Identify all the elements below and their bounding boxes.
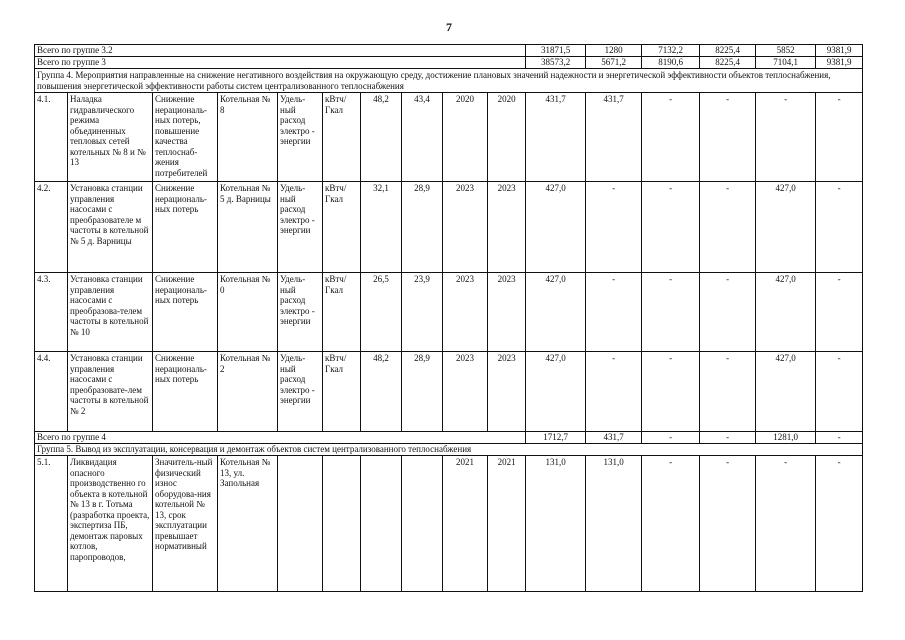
cost-year: 431,7 [586,93,642,182]
value-after: 28,9 [402,352,443,432]
table-row [35,352,863,432]
measure-goal: Снижение нерациональ-ных потерь [153,182,218,273]
total-row-group-4 [35,432,863,444]
value-after: 23,9 [402,273,443,352]
value-before [361,456,402,592]
total-label: Всего по группе 3 [35,57,526,69]
indicator-name: Удель-ный расход электро - энергии [278,352,323,432]
row-number: 5.1. [35,456,68,592]
total-row-group-3-2 [35,45,863,57]
cost-year: - [700,352,756,432]
year-start: 2020 [443,93,488,182]
cost-year: 427,0 [756,273,816,352]
cost-year: - [642,182,700,273]
group-header-row [35,444,863,456]
unit: кВтч/ Гкал [323,273,361,352]
cost-year: - [642,456,700,592]
cost-year: - [642,273,700,352]
total-value: 431,7 [586,432,642,444]
table-row [35,456,863,592]
total-value: 5852 [756,45,816,57]
total-row-group-3 [35,57,863,69]
total-value: 8225,4 [700,57,756,69]
total-value: 1712,7 [526,432,586,444]
group-header-row [35,69,863,93]
cost-year: - [700,182,756,273]
unit [323,456,361,592]
year-start: 2023 [443,352,488,432]
cost-year: - [700,93,756,182]
value-before: 48,2 [361,352,402,432]
total-label: Всего по группе 3.2 [35,45,526,57]
group-4-title: Группа 4. Мероприятия направленные на снижение негативного воздействия на окружающую среду, достижение плановых значений надежности и энергетической эффективности объектов теплоснабжения, повышения энергетической эффективности работы систем централизованного теплоснабжения [35,69,863,93]
table-row [35,273,863,352]
cost-total: 427,0 [526,273,586,352]
cost-year: - [816,182,863,273]
cost-year: - [700,273,756,352]
cost-year: - [642,93,700,182]
object-name: Котельная № 0 [218,273,278,352]
year-end: 2020 [488,93,526,182]
value-after: 28,9 [402,182,443,273]
object-name: Котельная № 13, ул. Запольная [218,456,278,592]
row-number: 4.3. [35,273,68,352]
cost-total: 427,0 [526,352,586,432]
total-value: 7104,1 [756,57,816,69]
unit: кВтч/ Гкал [323,352,361,432]
cost-total: 427,0 [526,182,586,273]
cost-year: 131,0 [586,456,642,592]
cost-year: - [816,93,863,182]
value-before: 26,5 [361,273,402,352]
object-name: Котельная № 2 [218,352,278,432]
indicator-name [278,456,323,592]
object-name: Котельная № 5 д. Варницы [218,182,278,273]
value-after: 43,4 [402,93,443,182]
indicator-name: Удель-ный расход электро - энергии [278,93,323,182]
cost-year: 427,0 [756,352,816,432]
year-end: 2021 [488,456,526,592]
cost-year: - [586,182,642,273]
year-start: 2023 [443,182,488,273]
unit: кВтч/ Гкал [323,182,361,273]
cost-year: - [586,352,642,432]
year-end: 2023 [488,352,526,432]
year-end: 2023 [488,273,526,352]
object-name: Котельная № 8 [218,93,278,182]
cost-total: 131,0 [526,456,586,592]
cost-year: - [700,456,756,592]
unit: кВтч/ Гкал [323,93,361,182]
value-before: 48,2 [361,93,402,182]
row-number: 4.4. [35,352,68,432]
measure-name: Наладка гидравлического режима объединенных тепловых сетей котельных № 8 и № 13 [68,93,153,182]
cost-year: - [756,93,816,182]
indicator-name: Удель-ный расход электро - энергии [278,182,323,273]
cost-year: - [586,273,642,352]
indicator-name: Удель-ный расход электро - энергии [278,273,323,352]
total-value: 7132,2 [642,45,700,57]
total-value: - [642,432,700,444]
measure-name: Ликвидация опасного производственно го объекта в котельной № 13 в г. Тотьма (разработка проекта, экспертиза ПБ, демонтаж паровых котлов, паропроводов, [68,456,153,592]
table-row [35,182,863,273]
total-value: 1280 [586,45,642,57]
total-value: 8225,4 [700,45,756,57]
total-value: 5671,2 [586,57,642,69]
measure-name: Установка станции управления насосами с преобразова-телем частоты в котельной № 10 [68,273,153,352]
cost-year: - [756,456,816,592]
year-start: 2023 [443,273,488,352]
cost-year: 427,0 [756,182,816,273]
cost-year: - [642,352,700,432]
total-value: - [700,432,756,444]
measure-goal: Снижение нерациональ-ных потерь [153,273,218,352]
total-value: 9381,9 [816,57,863,69]
measures-table [34,44,863,592]
total-value: 38573,2 [526,57,586,69]
measure-goal: Снижение нерациональ-ных потерь [153,352,218,432]
cost-total: 431,7 [526,93,586,182]
value-before: 32,1 [361,182,402,273]
year-end: 2023 [488,182,526,273]
measure-name: Установка станции управления насосами с преобразователе м частоты в котельной № 5 д. Варницы [68,182,153,273]
total-value: 8190,6 [642,57,700,69]
table-row [35,93,863,182]
value-after [402,456,443,592]
measure-goal: Снижение нерациональ-ных потерь, повышение качества теплоснаб-жения потребителей [153,93,218,182]
measure-name: Установка станции управления насосами с преобразовате-лем частоты в котельной № 2 [68,352,153,432]
cost-year: - [816,352,863,432]
page-number: 7 [446,20,452,34]
cost-year: - [816,273,863,352]
row-number: 4.1. [35,93,68,182]
total-value: 9381,9 [816,45,863,57]
row-number: 4.2. [35,182,68,273]
total-label: Всего по группе 4 [35,432,526,444]
total-value: 1281,0 [756,432,816,444]
measure-goal: Значитель-ный физический износ оборудова-ния котельной № 13, срок эксплуатации превышает нормативный [153,456,218,592]
year-start: 2021 [443,456,488,592]
total-value: 31871,5 [526,45,586,57]
group-5-title: Группа 5. Вывод из эксплуатации, консервация и демонтаж объектов систем централизованного теплоснабжения [35,444,863,456]
total-value: - [816,432,863,444]
cost-year: - [816,456,863,592]
